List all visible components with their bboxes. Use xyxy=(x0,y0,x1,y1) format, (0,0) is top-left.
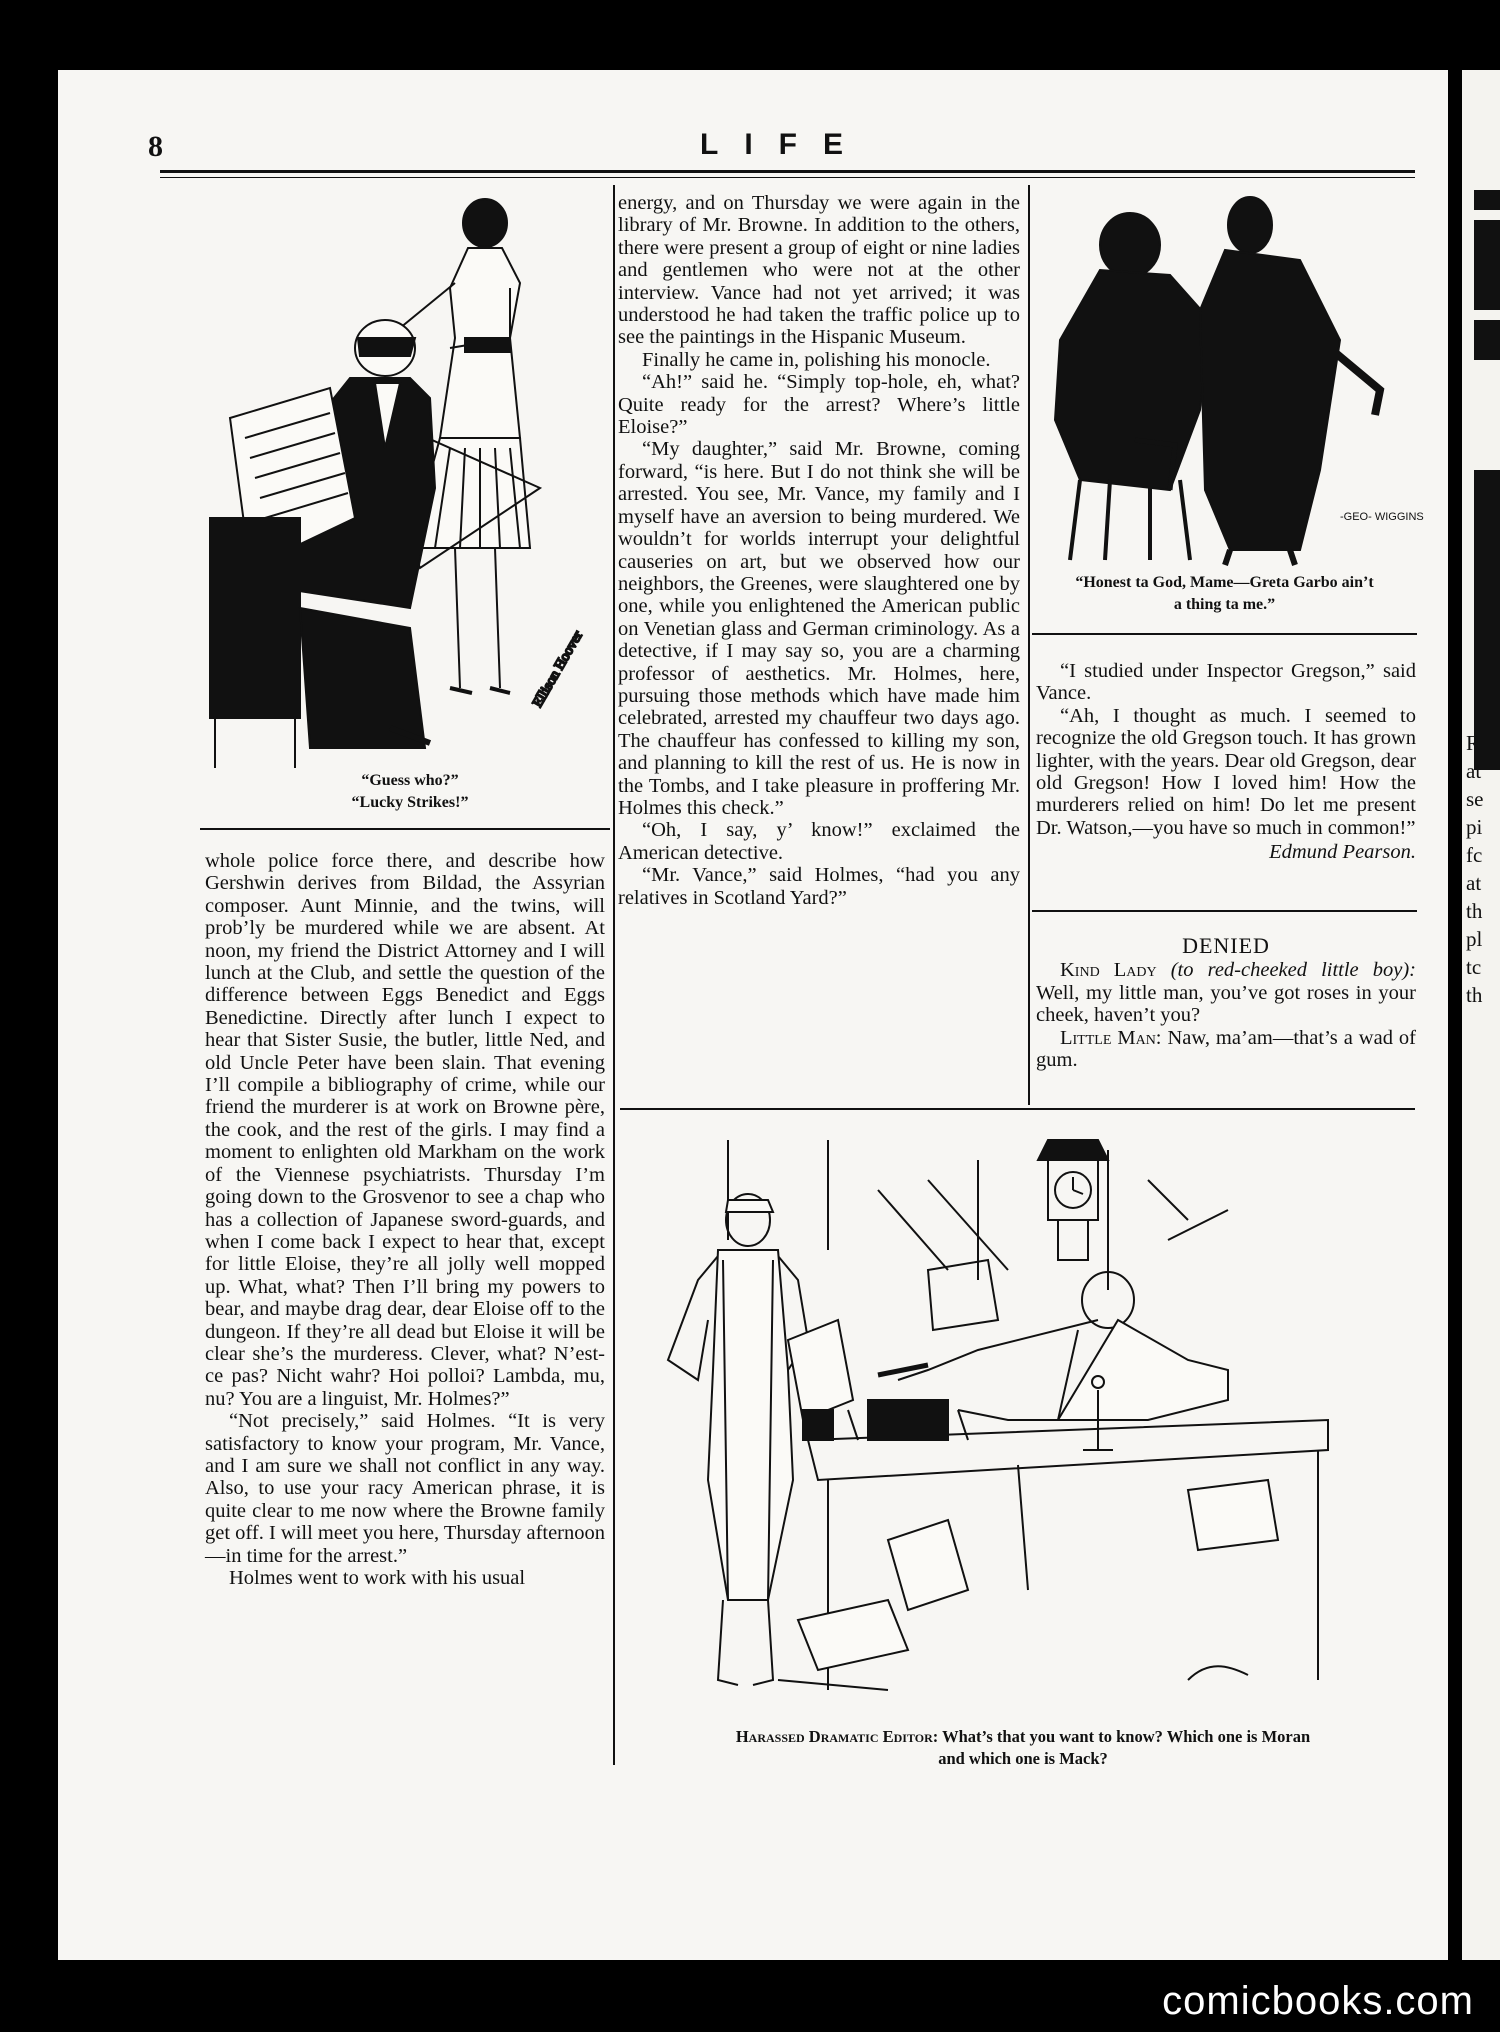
stage-direction: (to red-cheeked little boy): xyxy=(1170,959,1416,982)
next-page-fragment: fc xyxy=(1466,843,1483,867)
cartoon-guess-who xyxy=(210,188,605,773)
next-page-fragment: pi xyxy=(1466,815,1483,839)
article-column-left xyxy=(205,850,605,1589)
paragraph: “Mr. Vance,” said Holmes, “had you any relatives in Scotland Yard?” xyxy=(618,864,1020,909)
column-divider xyxy=(613,185,615,1765)
ad-block xyxy=(1474,190,1500,210)
caption-line: “Honest ta God, Mame—Greta Garbo ain’t xyxy=(1075,574,1374,591)
speaker: Kind Lady xyxy=(1060,959,1157,982)
paragraph: whole police force there, and describe how Gershwin derives from Bildad, the Assyrian composer. Aunt Minnie, and the twins, will prob’ly be murdered while we are absent. At noon, my friend the District Attorney and I will lunch at the Club, and settle the question of the difference between Eggs Benedict and Eggs Benedictine. Directly after lunch I expect to hear that Sister Susie, the butler, little Ned, and old Uncle Peter have been slain. That evening I’ll compile a bibliography of crime, while our friend the murderer is at work on Browne père, the cook, and the rest of the girls. I may find a moment to enlighten old Markham on the work of the Viennese psychiatrists. Thursday I’m going down to the Grosvenor to see a chap who has a collection of Japanese sword-guards, and when I come back I expect to hear that, except for little Eloise, they’re all jolly well mopped up. What, what? Then I’ll bring my powers to bear, and maybe drag dear, dear Eloise off to the dungeon. If they’re all dead but Eloise it will be clear she’s the murderess. Clever, what? N’est-ce pas? Nicht wahr? Hoi polloi? Lambda, mu, nu? You are a linguist, Mr. Holmes?” xyxy=(205,850,605,1410)
next-page-fragment: tc xyxy=(1466,955,1482,979)
next-page-fragment: se xyxy=(1466,787,1484,811)
dialogue-line xyxy=(1036,959,1416,1026)
cartoon-left-caption xyxy=(270,770,550,814)
denied-item xyxy=(1036,935,1416,1071)
svg-text:Ellison Hoover: Ellison Hoover xyxy=(530,628,587,710)
article-column-middle xyxy=(618,192,1020,909)
header-rule-thin xyxy=(160,177,1415,178)
ad-block xyxy=(1474,220,1500,310)
paragraph: “Ah, I thought as much. I seemed to recognize the old Gregson touch. It has grown lighter, with the years. Dear old Gregson, dear old Gregson! How I loved him! How the murderers relied on him! Do let me present Dr. Watson,—you have so much in common!” xyxy=(1036,704,1416,839)
section-rule xyxy=(1032,633,1417,635)
dialogue-text: Well, my little man, you’ve got roses in your cheek, haven’t you? xyxy=(1036,981,1416,1027)
watermark: comicbooks.com xyxy=(1162,1979,1474,2023)
paragraph: “Not precisely,” said Holmes. “It is very satisfactory to know your program, Mr. Vance, and I am sure we shall not conflict in any way. Also, to use your racy American phrase, it is quite clear to me now where the Browne family get off. I will meet you here, Thursday afternoon —in time for the arrest.” xyxy=(205,1410,606,1567)
cartoon-right-caption xyxy=(1032,572,1417,616)
next-page-fragment: at xyxy=(1466,871,1482,895)
next-page-fragment: R xyxy=(1466,731,1481,755)
cartoon-dramatic-editor xyxy=(628,1120,1413,1720)
paragraph: “Ah!” said he. “Simply top-hole, eh, what? Quite ready for the arrest? Where’s little Eloise?” xyxy=(618,371,1020,439)
speaker: Little Man: xyxy=(1060,1026,1162,1049)
cartoon-greta-garbo xyxy=(1040,190,1424,565)
svg-text:-GEO- WIGGINS: -GEO- WIGGINS xyxy=(1340,511,1424,523)
ad-block xyxy=(1474,470,1500,770)
paragraph: “My daughter,” said Mr. Browne, coming forward, “is here. But I do not think she will be arrested. You see, Mr. Vance, my family and I myself have an aversion to being murdered. We wouldn’t for worlds interrupt your delightful causeries on art, but we observed how our neighbors, the Greenes, were slaughtered one by one, while you enlightened the American public on Venetian glass and German criminology. As a detective, if I may say so, you are a charming professor of aesthetics. Mr. Holmes, here, pursuing those methods which have made him celebrated, arrested my chauffeur two days ago. The chauffeur has confessed to killing my son, and planning to kill the rest of us. He is now in the Tombs, and I take pleasure in proffering Mr. Holmes this check.” xyxy=(618,438,1020,819)
ad-block xyxy=(1474,320,1500,360)
paragraph: “Oh, I say, y’ know!” exclaimed the American detective. xyxy=(618,819,1020,864)
column-divider xyxy=(1028,185,1030,1105)
dialogue-line xyxy=(1036,1027,1416,1072)
paragraph: “I studied under Inspector Gregson,” said Vance. xyxy=(1036,660,1416,705)
author-signature: Edmund Pearson. xyxy=(1269,841,1416,864)
caption-line: “Lucky Strikes!” xyxy=(351,794,469,811)
paragraph: Holmes went to work with his usual xyxy=(229,1567,526,1589)
next-page-fragment: pl xyxy=(1466,927,1483,951)
dialogue-text: Naw, ma’am—that’s a wad of gum. xyxy=(1036,1026,1416,1072)
header-rule xyxy=(160,170,1415,173)
section-rule xyxy=(200,828,610,830)
section-rule xyxy=(1032,910,1417,912)
paragraph: energy, and on Thursday we were again in the library of Mr. Browne. In addition to the others, there were present a group of eight or nine ladies and gentlemen who were not at the other interview. Vance had not yet arrived; it was understood he had taken the traffic police up to see the paintings in the Hispanic Museum. xyxy=(618,192,1020,349)
next-page-fragment: th xyxy=(1466,983,1483,1007)
caption-line: and which one is Mack? xyxy=(938,1749,1108,1768)
page-number: 8 xyxy=(148,130,163,163)
cartoon-bottom-caption xyxy=(628,1726,1418,1770)
next-page-fragment: at xyxy=(1466,759,1482,783)
masthead: LIFE xyxy=(700,128,869,161)
next-page-fragment: th xyxy=(1466,899,1483,923)
speaker: Harassed Dramatic Editor: xyxy=(735,1727,939,1746)
caption-line: a thing ta me.” xyxy=(1173,596,1276,613)
caption-text: What’s that you want to know? Which one is Moran xyxy=(942,1727,1311,1746)
paragraph: Finally he came in, polishing his monocle. xyxy=(642,348,991,371)
caption-line xyxy=(628,1726,1418,1748)
article-column-right xyxy=(1036,660,1416,864)
caption-line: “Guess who?” xyxy=(361,772,459,789)
adjacent-page-edge xyxy=(1462,70,1500,1960)
denied-heading: DENIED xyxy=(1182,933,1270,958)
section-rule xyxy=(620,1108,1415,1110)
